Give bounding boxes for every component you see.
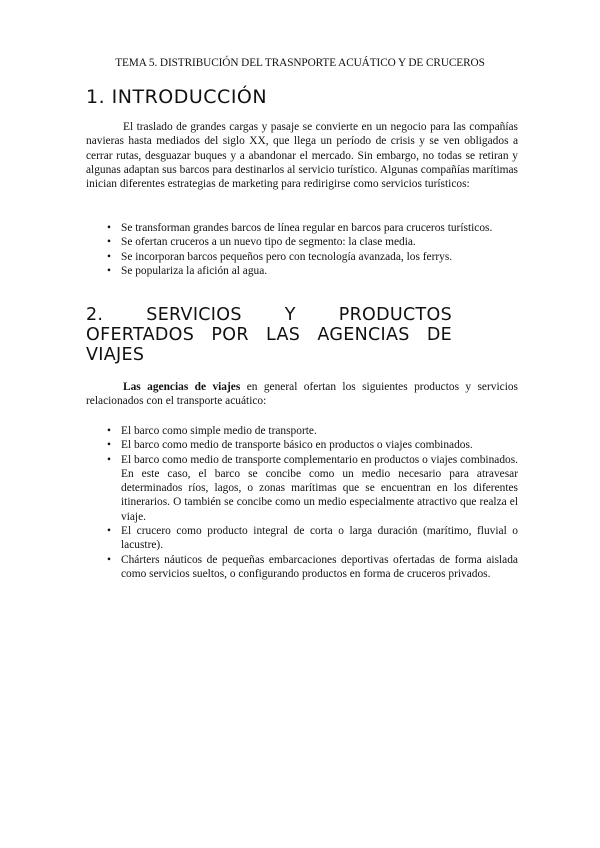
list-item: • El barco como simple medio de transporte.: [107, 425, 317, 437]
section2-intro-bold: Las agencias de viajes: [123, 381, 241, 393]
section2-title: [86, 305, 452, 365]
section2-title-line: VIAJES: [86, 345, 145, 365]
section2-title-line: 2. SERVICIOS Y PRODUCTOS: [86, 305, 452, 325]
list-item: • Chárters náuticos de pequeñas embarcaciones deportivas ofertadas de forma aislada como servicios sueltos, o configurando productos en forma de cruceros privados.: [107, 553, 518, 580]
list-item: • Se transforman grandes barcos de línea regular en barcos para cruceros turísticos.: [107, 222, 493, 234]
list-item: • Se populariza la afición al agua.: [107, 264, 268, 277]
section1-bullet-list: [107, 221, 518, 278]
section2-intro: [86, 380, 518, 409]
list-item: • El barco como medio de transporte complementario en productos o viajes combinados. En este caso, el barco se concibe como un medio necesario para atravesar determinados ríos, lagos, o zonas marítimas que se encuentran en los diferentes itinerarios. O también se concibe como un medio especialmente atractivo que realza el viaje.: [107, 453, 518, 523]
section2-title-line: OFERTADOS POR LAS AGENCIAS DE: [86, 325, 452, 345]
list-item: • El barco como medio de transporte básico en productos o viajes combinados.: [107, 439, 473, 452]
list-item: • Se ofertan cruceros a un nuevo tipo de segmento: la clase media.: [107, 236, 416, 249]
list-item: • Se incorporan barcos pequeños pero con tecnología avanzada, los ferrys.: [107, 250, 453, 263]
list-item: • El crucero como producto integral de corta o larga duración (marítimo, fluvial o lacustre).: [107, 525, 518, 552]
page-header: TEMA 5. DISTRIBUCIÓN DEL TRASNPORTE ACUÁTICO Y DE CRUCEROS: [115, 57, 485, 69]
section1-paragraph-text: El traslado de grandes cargas y pasaje se convierte en un negocio para las compañías navieras hasta mediados del siglo XX, que llega un período de crisis y se ven obligados a cerrar rutas, desguazar buques y a abandonar el mercado. Sin embargo, no todas se retiran y algunas adaptan sus barcos para destinarlos al servicio turístico. Algunas compañías marítimas inician diferentes estrategias de marketing para redirigirse como servicios turísticos:: [86, 121, 518, 191]
section2-bullet-list: [107, 424, 518, 581]
section1-paragraph: [86, 120, 518, 191]
section2-intro-text: en general ofertan los siguientes productos y servicios relacionados con el transporte acuático:: [86, 381, 518, 408]
section1-title: 1. INTRODUCCIÓN: [86, 86, 268, 108]
